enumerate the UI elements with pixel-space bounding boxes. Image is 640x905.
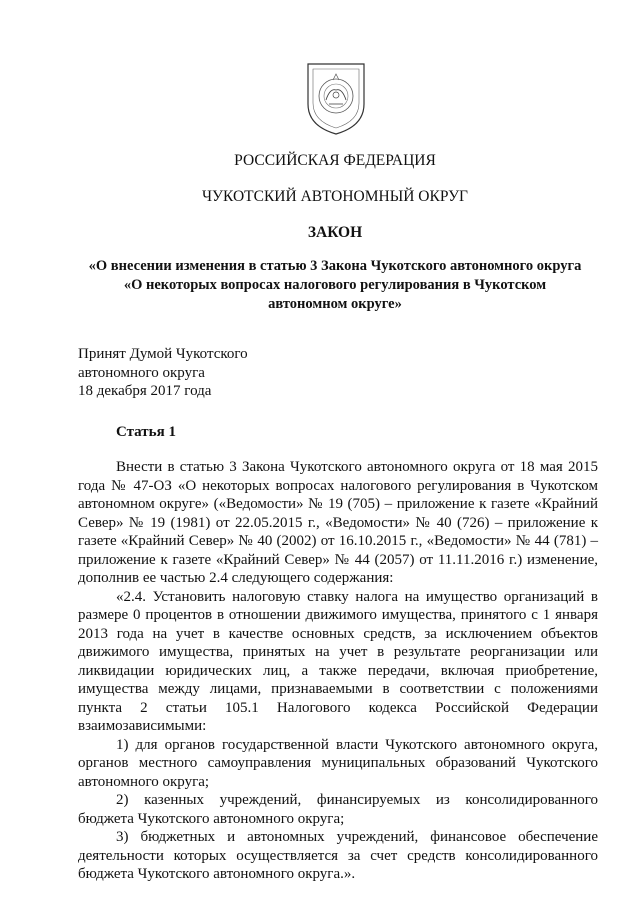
coat-of-arms-icon (304, 60, 368, 136)
federation-heading: РОССИЙСКАЯ ФЕДЕРАЦИЯ (234, 152, 436, 169)
adoption-date: 18 декабря 2017 года (78, 383, 212, 399)
okrug-heading: ЧУКОТСКИЙ АВТОНОМНЫЙ ОКРУГ (201, 188, 469, 205)
law-title-line2: «О некоторых вопросах налогового регулирования в Чукотском (123, 277, 547, 293)
part-2-4-paragraph: «2.4. Установить налоговую ставку налога на имущество организаций в размере 0 процентов в отношении движимого имущества, принятого с 1 января 2013 года на учет в качестве основных средств, за исключением объектов движимого имущества, принятых на учет в результате реорганизации или ликвидации юридических лиц, а также передачи, включая приобретение, имущества между лицами, признаваемыми в соответствии с положениями пункта 2 статьи 105.1 Налогового кодекса Российской Федерации взаимозависимыми: (78, 588, 598, 734)
article-intro-paragraph: Внести в статью 3 Закона Чукотского автономного округа от 18 мая 2015 года № 47-ОЗ «О некоторых вопросах налогового регулирования в Чукотском автономном округе» («Ведомости» № 19 (705) – приложение к газете «Крайний Север» № 19 (1981) от 22.05.2015 г., «Ведомости» № 40 (726) – приложение к газете «Крайний Север» № 40 (2002) от 16.10.2015 г., «Ведомости» № 44 (781) – приложение к газете «Крайний Север» № 44 (2057) от 11.11.2016 г.) изменение, дополнив ее частью 2.4 следующего содержания: (78, 459, 598, 586)
doc-type-heading: ЗАКОН (307, 224, 363, 241)
list-item-1: 1) для органов государственной власти Чукотского автономного округа, органов местного самоуправления муниципальных образований Чукотского автономного округа; (78, 736, 598, 790)
article-heading: Статья 1 (116, 424, 176, 440)
adoption-line2: автономного округа (78, 364, 205, 381)
adoption-line1: Принят Думой Чукотского (78, 346, 248, 362)
list-item-3: 3) бюджетных и автономных учреждений, финансовое обеспечение деятельности которых осуществляется за счет средств консолидированного бюджета Чукотского автономного округа.». (78, 829, 598, 882)
law-title-line3: автономном округе» (268, 296, 402, 312)
article-body (78, 458, 598, 884)
list-item-2: 2) казенных учреждений, финансируемых из консолидированного бюджета Чукотского автономного округа; (78, 792, 598, 827)
adoption-info (78, 345, 378, 401)
law-title-line1: «О внесении изменения в статью 3 Закона Чукотского автономного округа (88, 258, 582, 274)
